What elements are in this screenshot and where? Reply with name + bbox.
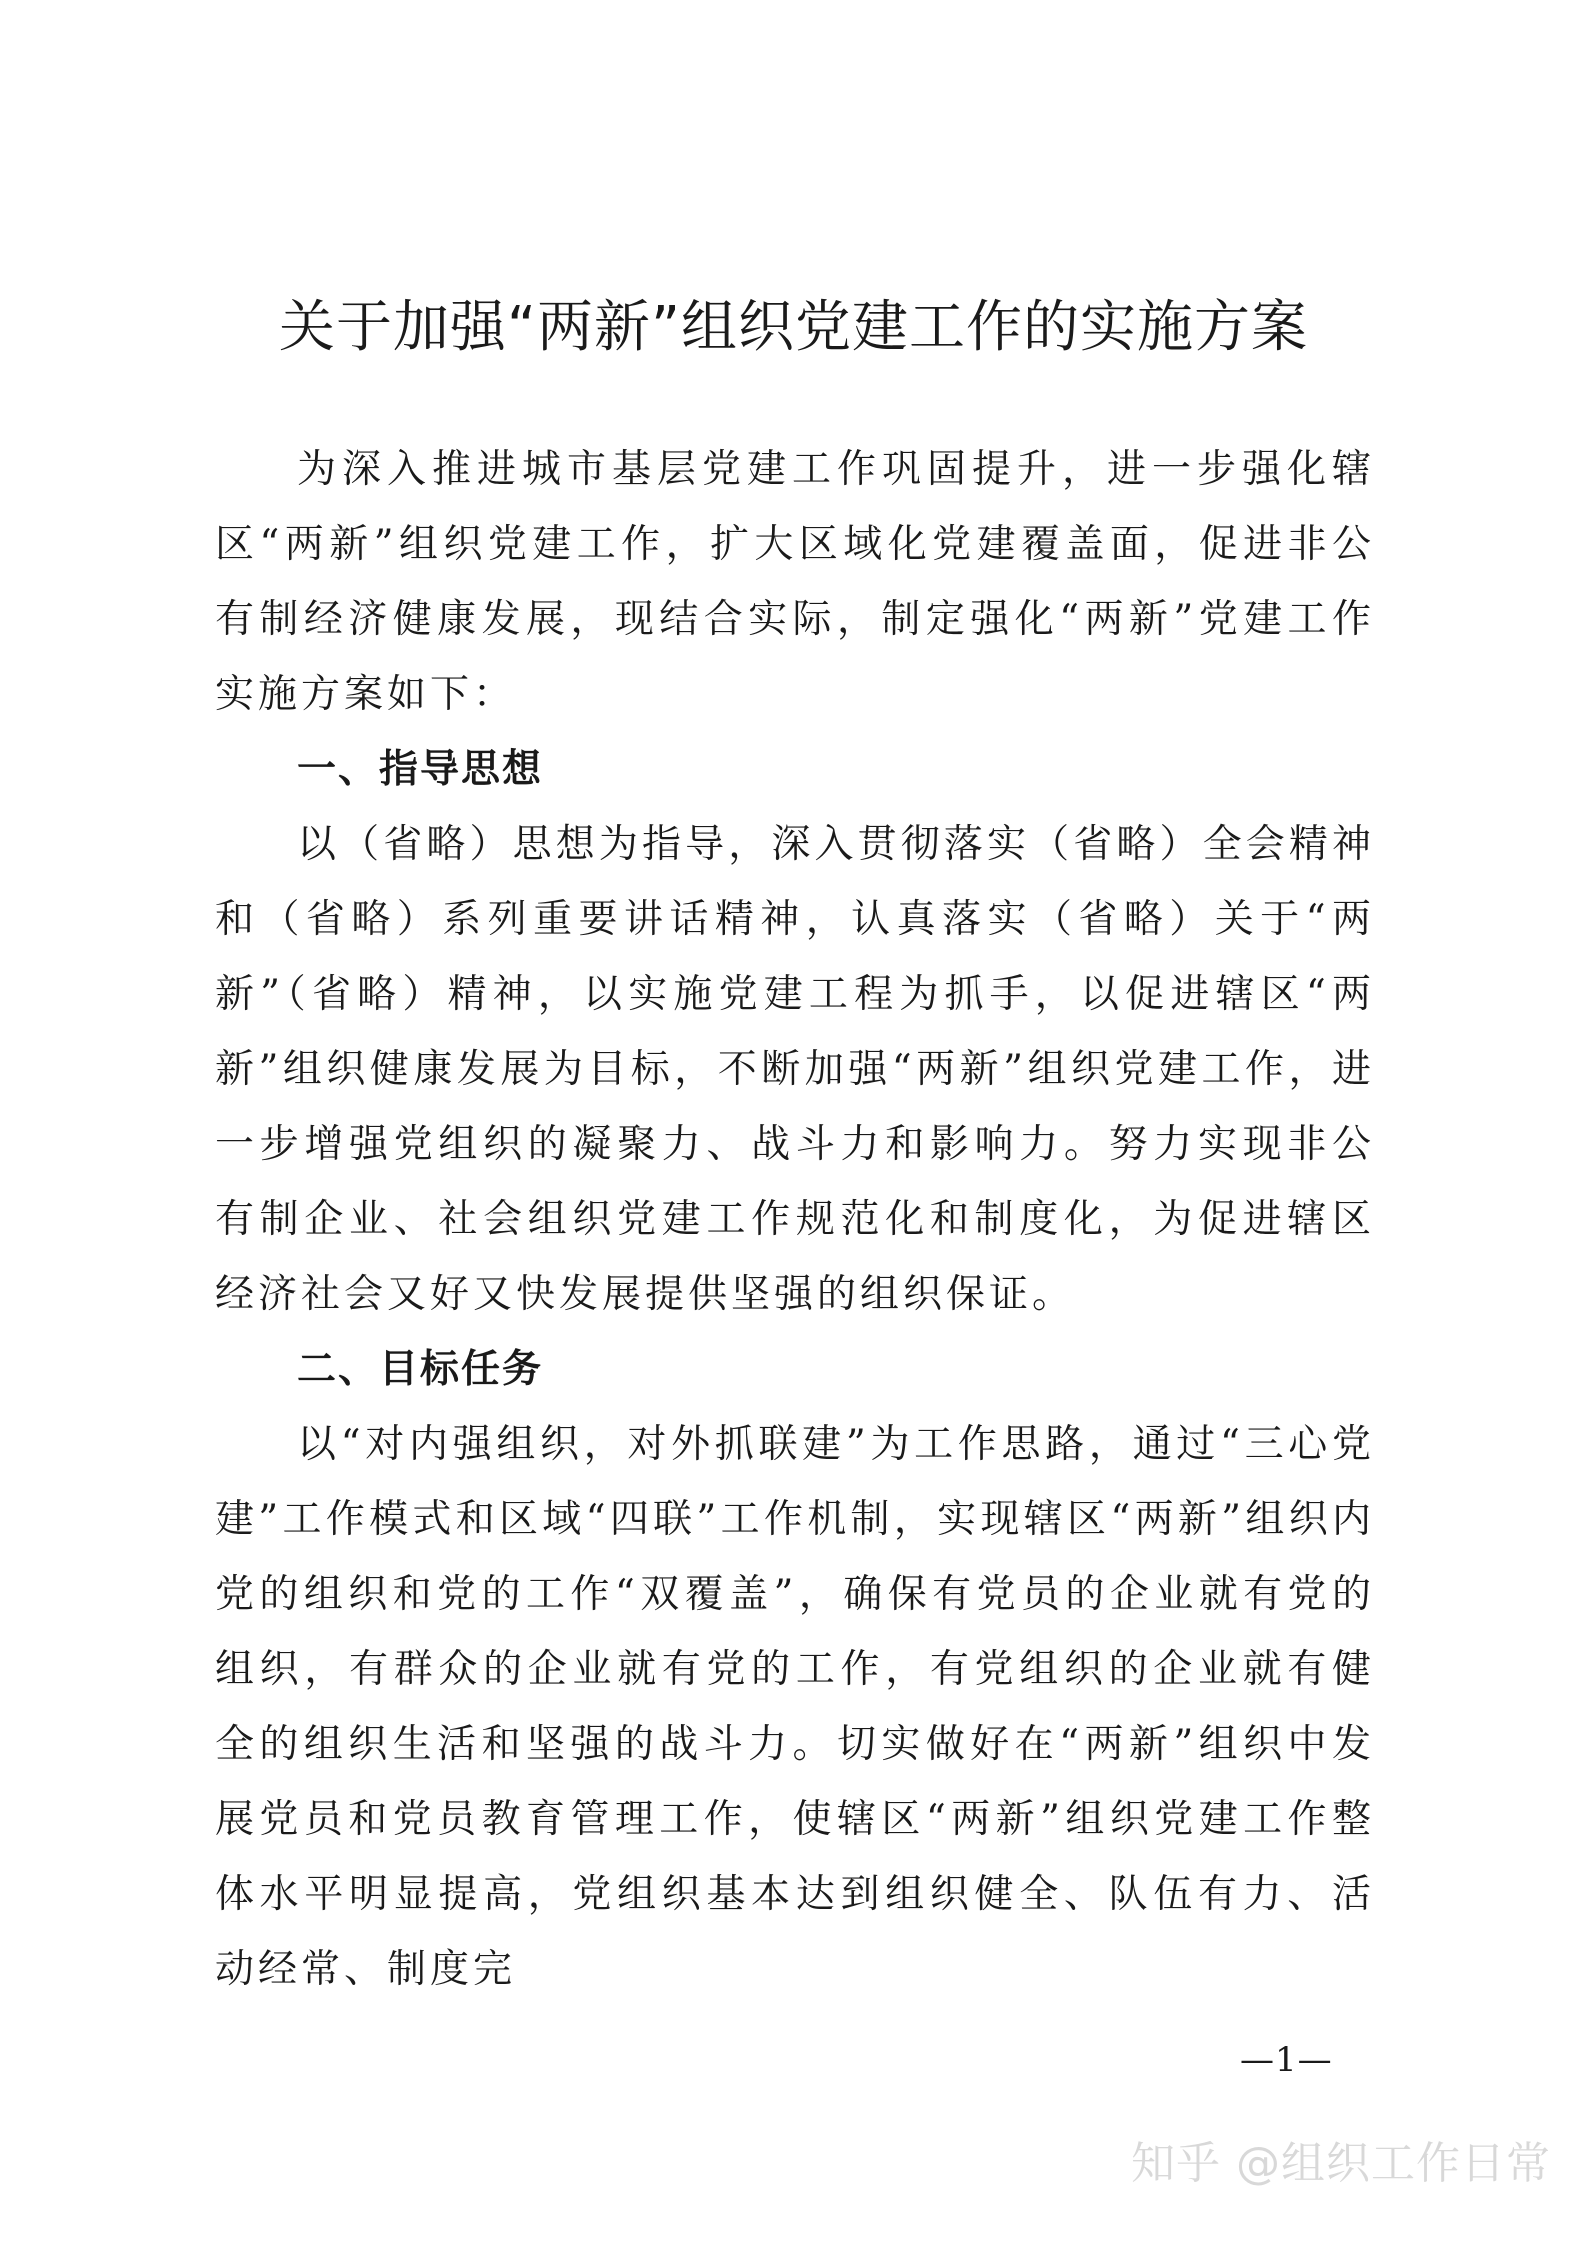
section-paragraph-goals-tasks: 以“对内强组织，对外抓联建”为工作思路，通过“三心党建”工作模式和区域“四联”工作机制，实现辖区“两新”组织内党的组织和党的工作“双覆盖”，确保有党员的企业就有党的组织，有群众的企业就有党的工作，有党组织的企业就有健全的组织生活和坚强的战斗力。切实做好在“两新”组织中发展党员和党员教育管理工作，使辖区“两新”组织党建工作整体水平明显提高，党组织基本达到组织健全、队伍有力、活动经常、制度完 bbox=[215, 1422, 1375, 1992]
watermark: 知乎 @组织工作日常 bbox=[1131, 2138, 1551, 2189]
document-body bbox=[215, 432, 1375, 2007]
document-title: 关于加强“两新”组织党建工作的实施方案 bbox=[278, 295, 1309, 360]
section-heading-goals-tasks: 二、目标任务 bbox=[297, 1347, 544, 1392]
intro-paragraph: 为深入推进城市基层党建工作巩固提升，进一步强化辖区“两新”组织党建工作，扩大区域化党建覆盖面，促进非公有制经济健康发展，现结合实际，制定强化“两新”党建工作实施方案如下： bbox=[215, 447, 1375, 717]
section-heading-guiding-ideology: 一、指导思想 bbox=[297, 747, 544, 792]
page-number: —1— bbox=[1240, 2040, 1333, 2080]
section-paragraph-guiding-ideology: 以（省略）思想为指导，深入贯彻落实（省略）全会精神和（省略）系列重要讲话精神，认真落实（省略）关于“两新”（省略）精神，以实施党建工程为抓手，以促进辖区“两新”组织健康发展为目标，不断加强“两新”组织党建工作，进一步增强党组织的凝聚力、战斗力和影响力。努力实现非公有制企业、社会组织党建工作规范化和制度化，为促进辖区经济社会又好又快发展提供坚强的组织保证。 bbox=[215, 822, 1375, 1317]
